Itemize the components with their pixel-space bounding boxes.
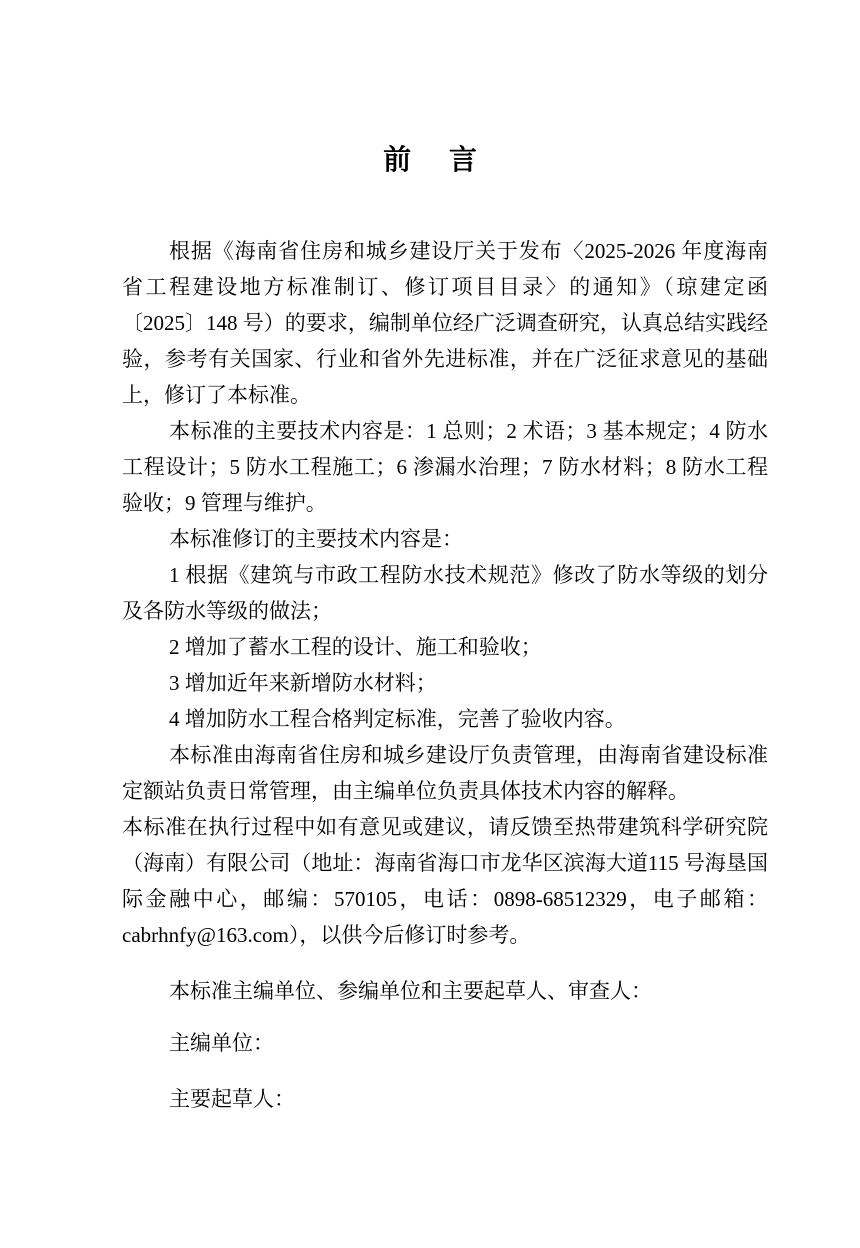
revision-item-2: 2 增加了蓄水工程的设计、施工和验收； bbox=[169, 635, 542, 659]
revision-item-4: 4 增加防水工程合格判定标准，完善了验收内容。 bbox=[169, 707, 626, 731]
revision-item-1: 1 根据《建筑与市政工程防水技术规范》修改了防水等级的划分及各防水等级的做法； bbox=[122, 563, 768, 623]
main-drafters-label: 主要起草人： bbox=[169, 1087, 295, 1111]
page-title: 前 言 bbox=[383, 143, 491, 176]
paragraph-basis: 根据《海南省住房和城乡建设厅关于发布〈2025-2026 年度海南省工程建设地方标准制订、修订项目目录〉的通知》（琼建定函〔2025〕148 号）的要求，编制单位经广泛调查研究，认真总结实践经验，参考有关国家、行业和省外先进标准，并在广泛征求意见的基础上，修订了本标准。 bbox=[122, 239, 768, 407]
paragraph-feedback: 本标准在执行过程中如有意见或建议，请反馈至热带建筑科学研究院（海南）有限公司（地址：海南省海口市龙华区滨海大道115 号海垦国际金融中心，邮编：570105，电话：0898-68512329，电子邮箱：cabrhnfy@163.com），以供今后修订时参考。 bbox=[122, 815, 768, 947]
paragraph-revision-intro: 本标准修订的主要技术内容是： bbox=[169, 527, 463, 551]
revision-item-3: 3 增加近年来新增防水材料； bbox=[169, 671, 437, 695]
paragraph-management: 本标准由海南省住房和城乡建设厅负责管理，由海南省建设标准定额站负责日常管理，由主编单位负责具体技术内容的解释。 bbox=[122, 743, 768, 803]
chief-editor-unit-label: 主编单位： bbox=[169, 1031, 274, 1055]
paragraph-main-content: 本标准的主要技术内容是：1 总则；2 术语；3 基本规定；4 防水工程设计；5 防水工程施工；6 渗漏水治理；7 防水材料；8 防水工程验收；9 管理与维护。 bbox=[122, 419, 768, 515]
paragraph-units-heading: 本标准主编单位、参编单位和主要起草人、审查人： bbox=[169, 979, 652, 1003]
preface-body bbox=[122, 233, 768, 1117]
